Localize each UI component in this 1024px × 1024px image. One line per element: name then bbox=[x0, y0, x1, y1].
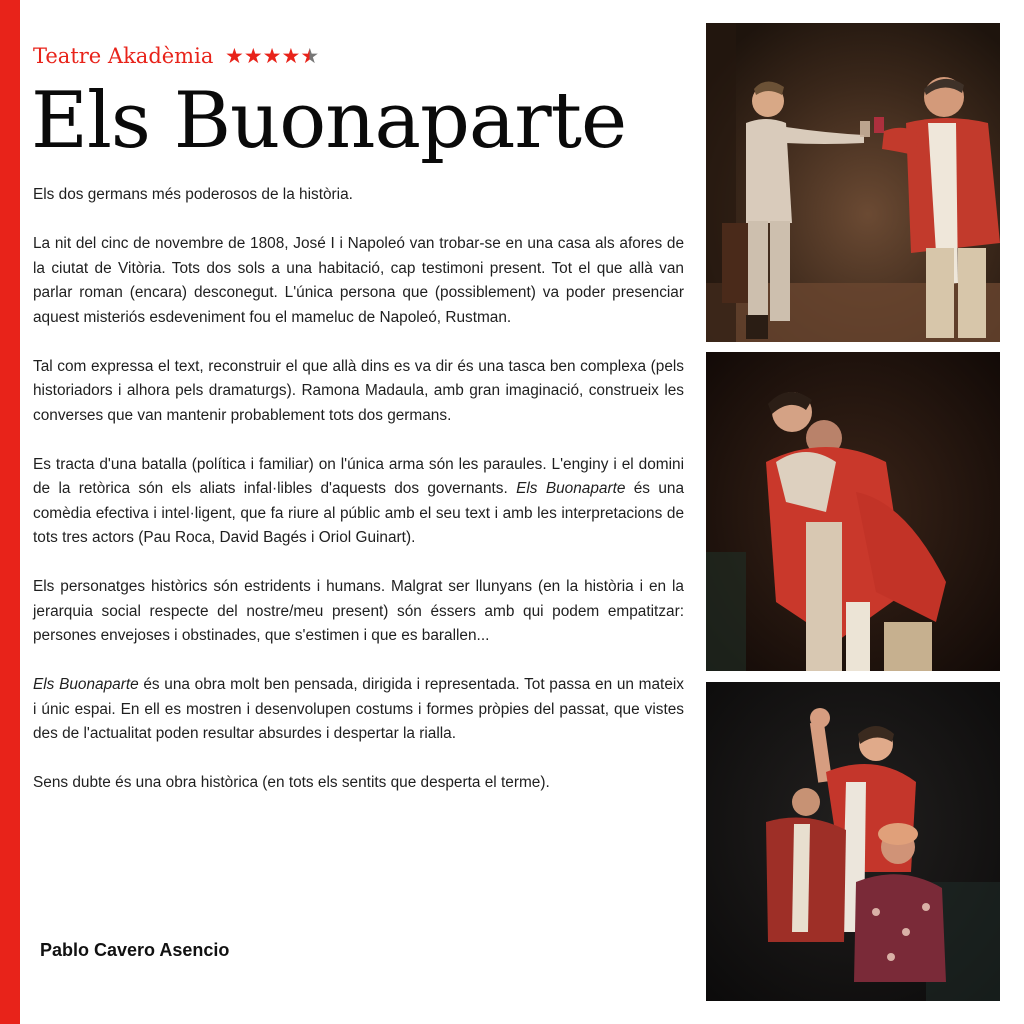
star-rating bbox=[225, 44, 319, 69]
paragraph-closing: Sens dubte és una obra històrica (en tots els sentits que desperta el terme). bbox=[33, 774, 550, 791]
paragraph: Els personatges històrics són estridents i humans. Malgrat ser llunyans (en la història i en la jerarquia social respecte del nostre/meu present) són éssers amb qui podem empatitzar: persones envejoses i obstinades, que s'estimen i que es barallen... bbox=[33, 578, 684, 644]
half-star-icon: ★ bbox=[300, 45, 320, 68]
play-title-italic: Els Buonaparte bbox=[33, 676, 139, 693]
paragraph: La nit del cinc de novembre de 1808, José I i Napoleó van trobar-se en una casa als afores de la ciutat de Vitòria. Tots dos sols a una habitació, cap testimoni present. Tot el que allà van parlar roman (encara) desconegut. L'única persona que (possiblement) va poder presenciar aquest misteriós esdeveniment fou el mameluc de Napoleó, Rustman. bbox=[33, 235, 684, 326]
star-icon: ★ bbox=[262, 45, 282, 68]
review-text bbox=[33, 183, 684, 820]
production-photo-embrace bbox=[706, 352, 1000, 671]
play-title-italic: Els Buonaparte bbox=[516, 480, 626, 497]
paragraph: Tal com expressa el text, reconstruir el que allà dins es va dir és una tasca ben complexa (pels historiadors i alhora pels dramaturgs). Ramona Madaula, amb gran imaginació, construeix les converses que van mantenir probablement tots dos germans. bbox=[33, 357, 684, 424]
accent-bar bbox=[0, 0, 20, 1024]
paragraph: Es tracta d'una batalla (política i familiar) on l'única arma són les paraules. L'enginy i el domini de la retòrica són els aliats infal·libles d'aquests dos governants. Els Buonaparte és una comèdia efectiva i intel·ligent, que fa riure al públic amb el seu text i amb les interpretacions de tots tres actors (Pau Roca, David Bagés i Oriol Guinart). bbox=[33, 455, 685, 546]
production-photo-ensemble bbox=[706, 682, 1000, 1001]
production-photo-toast bbox=[706, 23, 1000, 342]
author-name: Pablo Cavero Asencio bbox=[40, 940, 230, 960]
star-icon: ★ bbox=[243, 45, 263, 68]
paragraph: Els Buonaparte és una obra molt ben pensada, dirigida i representada. Tot passa en un mateix i únic espai. En ell es mostren i desenvolupen costums i formes pròpies del passat, que vistes des de l'actualitat poden resultar absurdes i despertar la rialla. bbox=[33, 676, 684, 742]
star-icon: ★ bbox=[225, 45, 244, 68]
venue-name: Teatre Akadèmia bbox=[33, 44, 214, 68]
paragraph-intro: Els dos germans més poderosos de la història. bbox=[33, 186, 353, 203]
page-title: Els Buonaparte bbox=[31, 76, 627, 166]
star-icon: ★ bbox=[281, 45, 301, 68]
